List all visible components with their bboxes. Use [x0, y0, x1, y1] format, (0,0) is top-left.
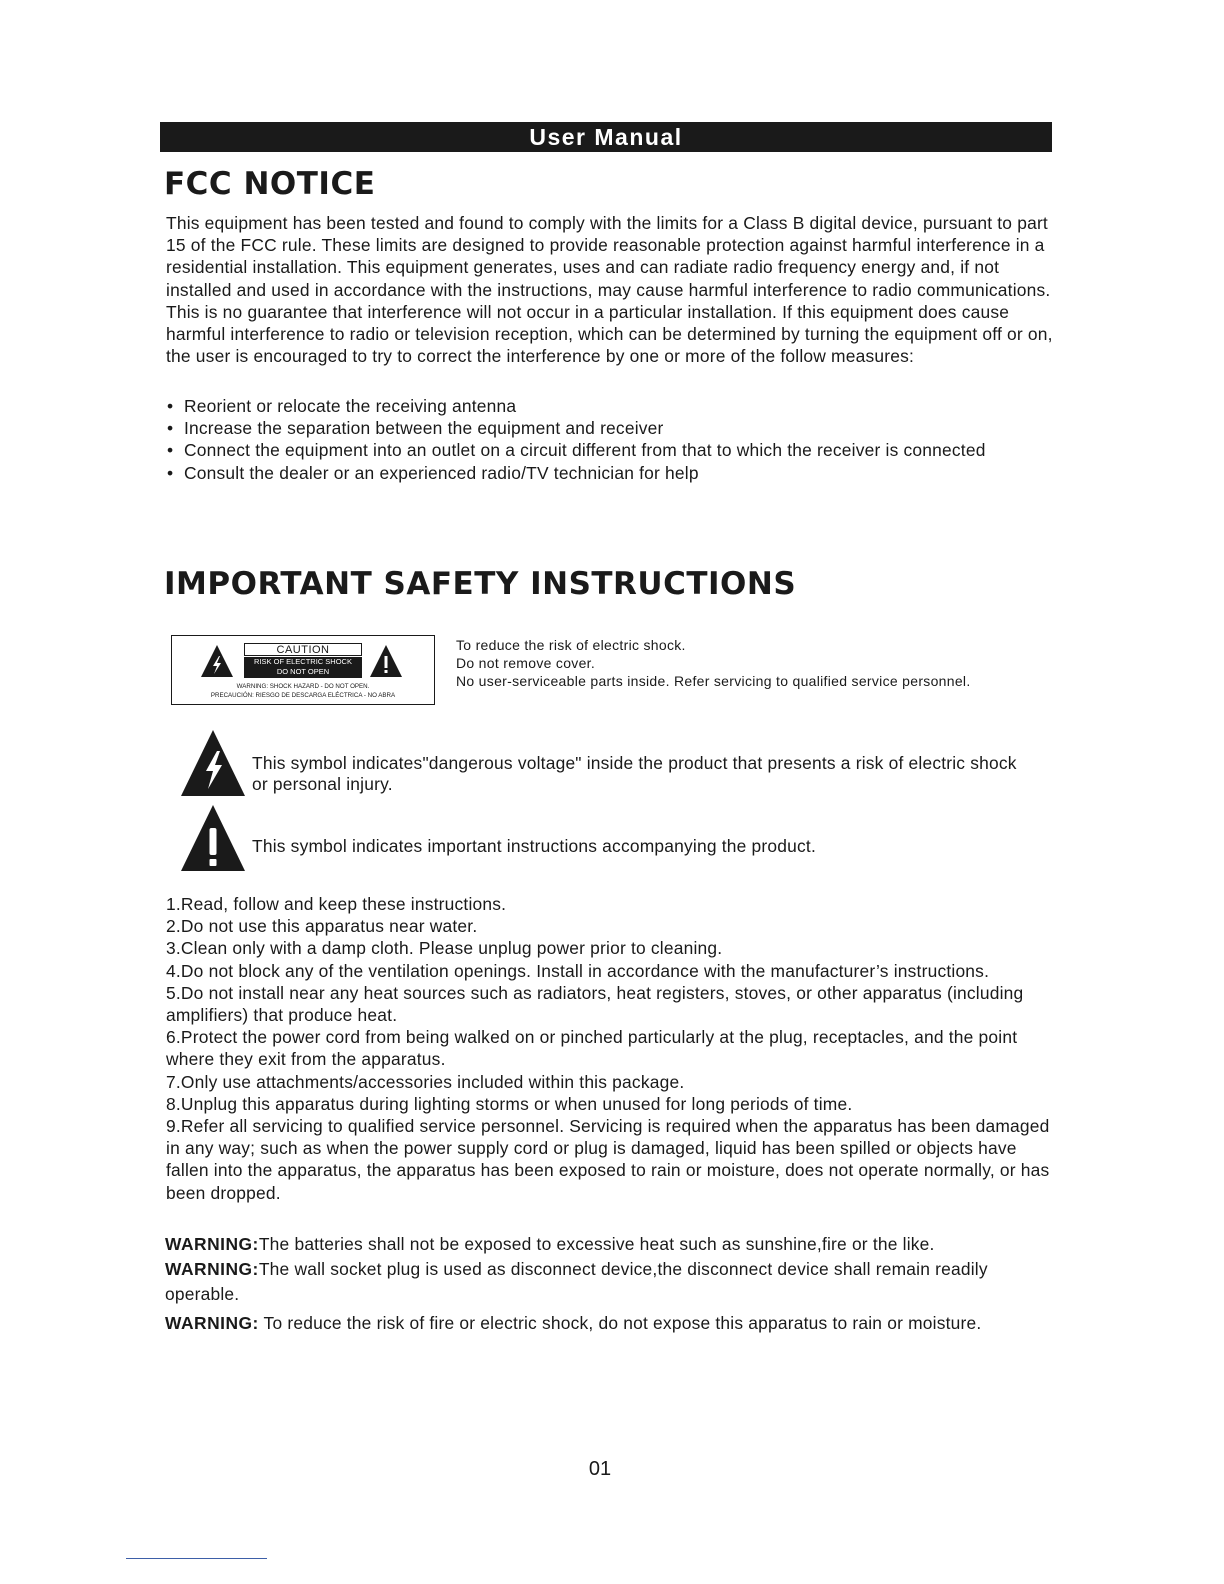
voltage-symbol-description: This symbol indicates"dangerous voltage" inside the product that presents a risk of electric shock or personal injury. — [252, 753, 1017, 794]
dangerous-voltage-icon — [180, 729, 246, 797]
caution-warning-text: WARNING: SHOCK HAZARD - DO NOT OPEN. PRECAUCIÓN: RIESGO DE DESCARGA ELÉCTRICA - NO ABRA — [210, 683, 396, 699]
list-item: 4.Do not block any of the ventilation openings. Install in accordance with the manufacturer’s instructions. — [166, 960, 990, 981]
fcc-heading: FCC NOTICE — [164, 166, 376, 202]
list-item: 5.Do not install near any heat sources such as radiators, heat registers, stoves, or other apparatus (including amplifiers) that produce heat. — [166, 982, 1024, 1026]
list-item: 1.Read, follow and keep these instructions. — [166, 894, 507, 914]
instructions-symbol-description: This symbol indicates important instructions accompanying the product. — [252, 836, 816, 856]
list-item: 8.Unplug this apparatus during lighting storms or when unused for long periods of time. — [166, 1093, 853, 1114]
list-item: 3.Clean only with a damp cloth. Please unplug power prior to cleaning. — [166, 938, 723, 959]
list-item: • Increase the separation between the equipment and receiver — [167, 418, 664, 439]
list-item: 6.Protect the power cord from being walked on or pinched particularly at the plug, receptacles, and the point where they exit from the apparatus. — [166, 1027, 1018, 1070]
list-item: • Consult the dealer or an experienced radio/TV technician for help — [167, 462, 699, 483]
list-item: 9.Refer all servicing to qualified service personnel. Servicing is required when the apparatus has been damaged in any way; such as when the power supply cord or plug is damaged, liquid has been spilled or objects have fallen into the apparatus, the apparatus has been exposed to rain or moisture, does not operate normally, or has been dropped. — [166, 1116, 1050, 1203]
footer-divider — [126, 1558, 267, 1559]
exclamation-warning-icon — [369, 644, 403, 678]
document-title: User Manual — [529, 124, 683, 150]
fcc-paragraph: This equipment has been tested and found to comply with the limits for a Class B digital device, pursuant to part 15 of the FCC rule. These limits are designed to provide reasonable protection against harmful interference in a residential installation. This equipment generates, uses and can radiate radio frequency energy and, if not installed and used in accordance with the instructions, may cause harmful interference to radio communications. This is no guarantee that interference will not occur in a particular installation. If this equipment does cause harmful interference to radio or television reception, which can be determined by turning the equipment off or on, the user is encouraged to try to correct the interference by one or more of the follow measures: — [166, 213, 1053, 367]
fcc-measures-list — [166, 395, 1046, 484]
caution-title: CAUTION — [244, 643, 362, 656]
page-number: 01 — [588, 1458, 612, 1480]
header-bar — [160, 122, 1052, 152]
list-item: 2.Do not use this apparatus near water. — [166, 916, 478, 937]
warning-rain: WARNING: To reduce the risk of fire or electric shock, do not expose this apparatus to rain or moisture. — [165, 1313, 982, 1333]
list-item: 7.Only use attachments/accessories included within this package. — [166, 1071, 685, 1092]
electric-shock-warning-icon — [200, 644, 234, 678]
list-item: • Connect the equipment into an outlet on a circuit different from that to which the receiver is connected — [167, 440, 986, 461]
caution-label-box — [171, 635, 435, 705]
caution-risk-text: RISK OF ELECTRIC SHOCK DO NOT OPEN — [244, 657, 362, 678]
safety-heading: IMPORTANT SAFETY INSTRUCTIONS — [164, 566, 797, 602]
warning-socket: WARNING:The wall socket plug is used as disconnect device,the disconnect device shall remain readily operable. — [165, 1259, 988, 1304]
caution-explanation: To reduce the risk of electric shock. Do not remove cover. No user-serviceable parts inside. Refer servicing to qualified service personnel. — [456, 637, 971, 689]
list-item: • Reorient or relocate the receiving antenna — [167, 396, 517, 416]
warning-batteries: WARNING:The batteries shall not be exposed to excessive heat such as sunshine,fire or the like. — [165, 1234, 935, 1254]
important-instructions-icon — [180, 804, 246, 872]
safety-instructions-list — [166, 893, 1056, 1204]
